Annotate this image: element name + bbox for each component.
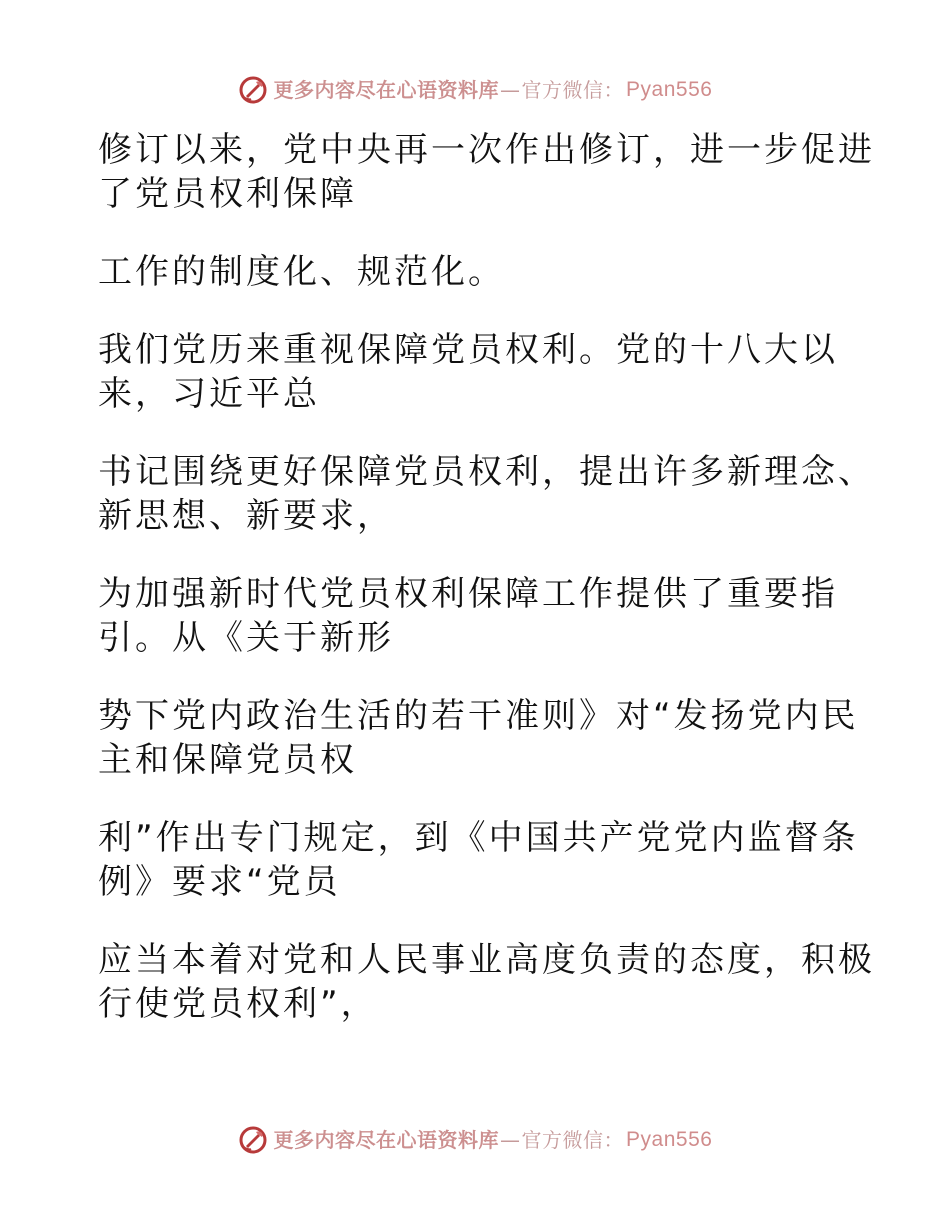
footer-banner-dash: — [500,1128,521,1152]
paragraph-3-line-2: 来，习近平总 [98,374,320,414]
quill-seal-icon [238,1125,268,1155]
footer-banner-label: 官方微信： [521,1128,625,1152]
paragraph-8-line-1: 应当本着对党和人民事业高度负责的态度，积极 [98,940,875,980]
paragraph-1 [98,128,875,216]
paragraph-5-line-1: 为加强新时代党员权利保障工作提供了重要指 [98,574,838,614]
paragraph-5 [98,572,838,660]
paragraph-2-line-1: 工作的制度化、规范化。 [98,252,505,292]
paragraph-7-line-2: 例》要求“党员 [98,862,341,902]
header-banner-main-text: 更多内容尽在心语资料库 [273,78,500,102]
paragraph-4 [98,450,875,538]
paragraph-6 [98,694,859,782]
footer-banner-handle: Pyan556 [626,1128,713,1151]
paragraph-4-line-1: 书记围绕更好保障党员权利，提出许多新理念、 [98,452,875,492]
quill-seal-icon [238,75,268,105]
header-banner-handle: Pyan556 [626,78,713,101]
paragraph-8 [98,938,875,1026]
footer-banner-main-text: 更多内容尽在心语资料库 [273,1128,500,1152]
footer-banner [0,1122,950,1158]
header-banner [0,72,950,108]
paragraph-6-line-2: 主和保障党员权 [98,740,357,780]
paragraph-3 [98,328,838,416]
footer-banner-text [274,1126,713,1154]
paragraph-7-line-1: 利”作出专门规定，到《中国共产党党内监督条 [98,818,859,858]
paragraph-2 [98,250,838,294]
paragraph-1-line-1: 修订以来，党中央再一次作出修订，进一步促进 [98,130,875,170]
paragraph-6-line-1: 势下党内政治生活的若干准则》对“发扬党内民 [98,696,859,736]
header-banner-label: 官方微信： [521,78,625,102]
paragraph-8-line-2: 行使党员权利”， [98,984,378,1024]
paragraph-4-line-2: 新思想、新要求， [98,496,394,536]
paragraph-7 [98,816,859,904]
document-content [98,128,875,1060]
paragraph-1-line-2: 了党员权利保障 [98,174,357,214]
paragraph-3-line-1: 我们党历来重视保障党员权利。党的十八大以 [98,330,838,370]
paragraph-5-line-2: 引。从《关于新形 [98,618,394,658]
header-banner-text [274,76,713,104]
header-banner-dash: — [500,78,521,102]
